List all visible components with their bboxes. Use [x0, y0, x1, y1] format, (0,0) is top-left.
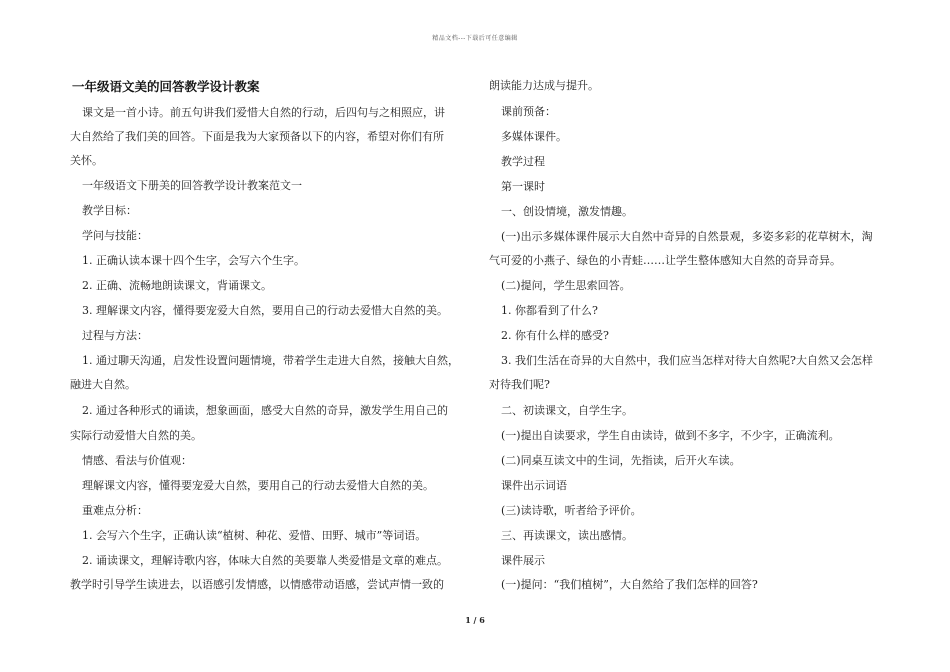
right-line: (一)出示多媒体课件展示大自然中奇异的自然景观，多姿多彩的花草树木，淘	[501, 230, 873, 243]
right-line: (三)读诗歌，听者给予评价。	[501, 504, 642, 517]
left-line: 重难点分析：	[82, 504, 148, 517]
left-line: 1. 正确认读本课十四个生字，会写六个生字。	[82, 254, 305, 267]
left-line: 2. 诵读课文，理解诗歌内容，体味大自然的美要靠人类爱惜是文章的难点。	[82, 554, 448, 567]
right-line: (一)提问：“我们植树”，大自然给了我们怎样的回答?	[501, 578, 758, 591]
left-line: 一年级语文下册美的回答教学设计教案范文一	[82, 179, 302, 192]
right-line: 三、再读课文，读出感情。	[501, 529, 633, 542]
left-line: 2. 通过各种形式的诵读，想象画面，感受大自然的奇异，激发学生用自己的	[82, 404, 448, 417]
right-line: 朗读能力达成与提升。	[489, 79, 599, 92]
right-line: (一)提出自读要求，学生自由读诗，做到不多字，不少字，正确流利。	[501, 429, 840, 442]
right-line: 第一课时	[501, 180, 545, 193]
right-line: 课前预备：	[501, 105, 556, 118]
right-line: 一、创设情境，激发情趣。	[501, 205, 633, 218]
right-line: 3. 我们生活在奇异的大自然中，我们应当怎样对待大自然呢?大自然又会怎样	[501, 354, 873, 367]
page-header: 精品文档---下载后可任意编辑	[432, 35, 518, 42]
right-line: 对待我们呢?	[489, 378, 550, 391]
left-line: 教学目标：	[82, 204, 137, 217]
left-line: 理解课文内容，懂得要宠爱大自然，要用自己的行动去爱惜大自然的美。	[82, 479, 434, 492]
left-line: 学问与技能：	[82, 229, 148, 242]
page-number: 1 / 6	[465, 615, 485, 625]
left-line: 课文是一首小诗。前五句讲我们爱惜大自然的行动，后四句与之相照应，讲	[82, 106, 445, 119]
left-line: 1. 通过聊天沟通，启发性设置问题情境，带着学生走进大自然，接触大自然，	[82, 354, 459, 367]
document-title: 一年级语文美的回答教学设计教案	[72, 79, 260, 94]
right-line: (二)同桌互读文中的生词，先指读，后开火车读。	[501, 454, 741, 467]
right-line: 1. 你都看到了什么?	[501, 304, 598, 317]
right-line: 课件展示	[501, 554, 545, 567]
left-line: 过程与方法：	[82, 329, 148, 342]
left-line: 2. 正确、流畅地朗读课文，背诵课文。	[82, 279, 272, 292]
right-line: 气可爱的小燕子、绿色的小青蛙……让学生整体感知大自然的奇异奇异。	[489, 254, 841, 267]
left-line: 教学时引导学生读进去，以语感引发情感，以情感带动语感，尝试声情一致的	[70, 578, 444, 591]
right-line: 多媒体课件。	[501, 130, 567, 143]
right-line: 教学过程	[501, 155, 545, 168]
left-line: 情感、看法与价值观：	[82, 454, 192, 467]
left-line: 实际行动爱惜大自然的美。	[70, 429, 202, 442]
right-line: (二)提问，学生思索回答。	[501, 279, 631, 292]
left-line: 3. 理解课文内容，懂得要宠爱大自然，要用自己的行动去爱惜大自然的美。	[82, 304, 448, 317]
left-line: 关怀。	[70, 154, 103, 167]
left-line: 1. 会写六个生字，正确认读“植树、种花、爱惜、田野、城市”等词语。	[82, 529, 427, 542]
right-line: 课件出示词语	[501, 479, 567, 492]
left-line: 大自然给了我们美的回答。下面是我为大家预备以下的内容，希望对你们有所	[70, 130, 444, 143]
left-line: 融进大自然。	[70, 378, 136, 391]
right-line: 2. 你有什么样的感受?	[501, 329, 609, 342]
right-line: 二、初读课文，自学生字。	[501, 404, 633, 417]
